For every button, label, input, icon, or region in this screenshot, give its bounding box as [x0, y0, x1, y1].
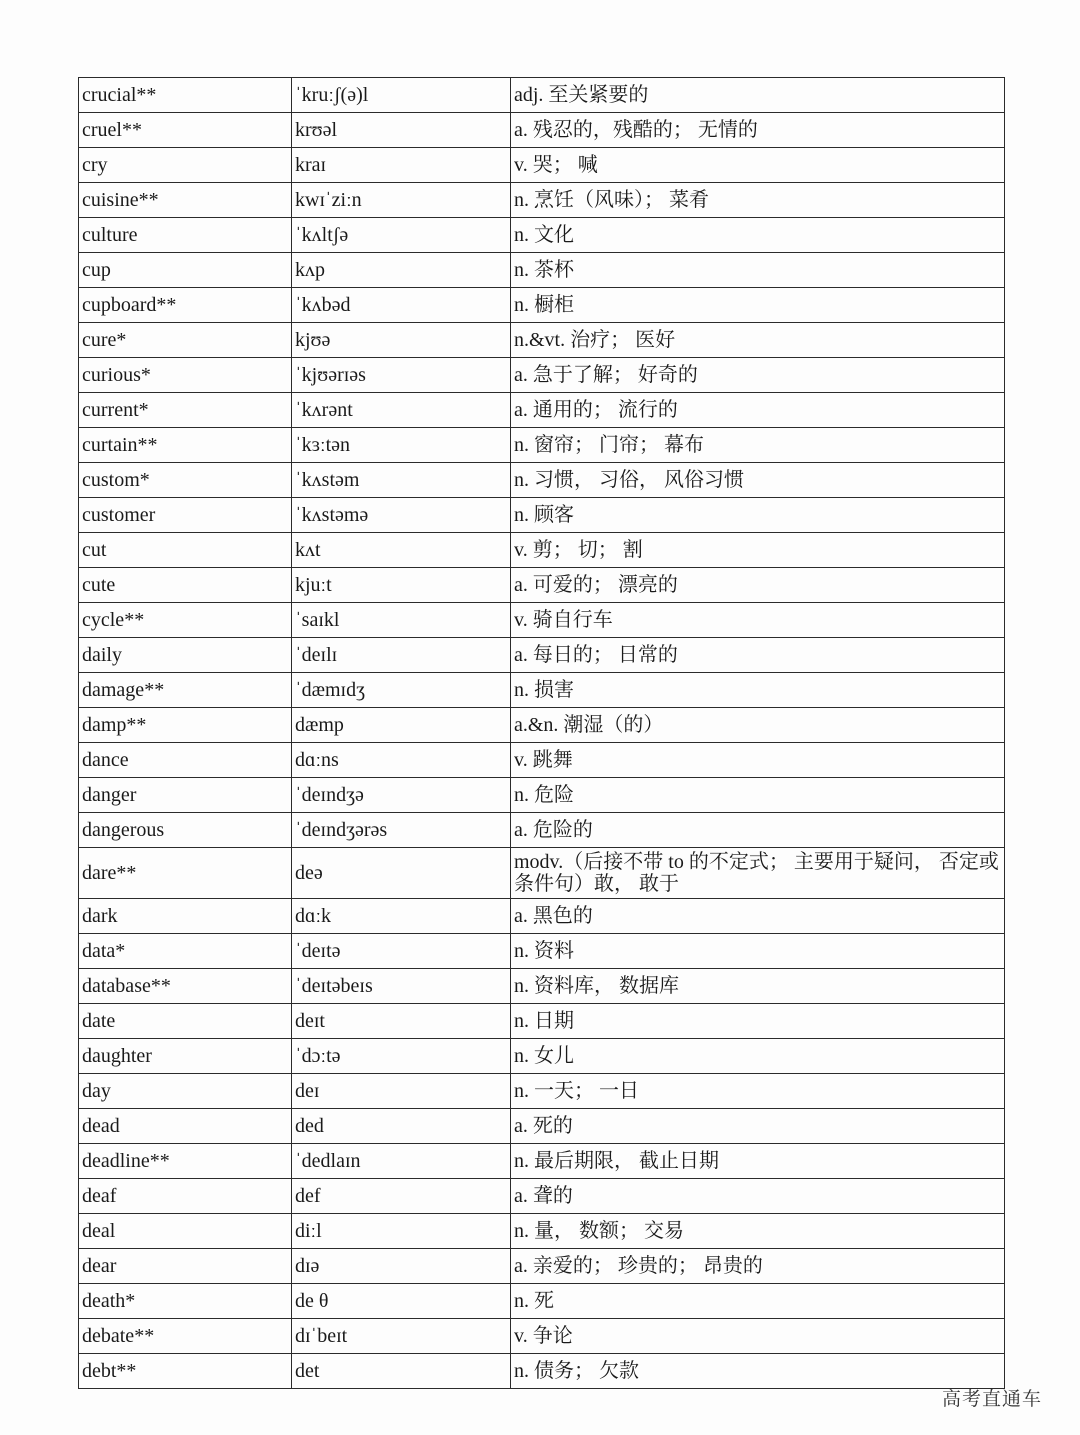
meaning-cell: modv.（后接不带 to 的不定式； 主要用于疑问， 否定或条件句）敢， 敢于: [511, 848, 1005, 899]
table-row: [79, 673, 1005, 708]
table-row: [79, 148, 1005, 183]
phonetic-cell: det: [292, 1354, 511, 1389]
word-cell: deaf: [79, 1179, 292, 1214]
phonetic-cell: deɪ: [292, 1074, 511, 1109]
phonetic-cell: ˈdeɪtə: [292, 934, 511, 969]
phonetic-cell: kʌt: [292, 533, 511, 568]
table-row: [79, 1109, 1005, 1144]
table-row: [79, 1284, 1005, 1319]
meaning-cell: n. 损害: [511, 673, 1005, 708]
word-cell: daily: [79, 638, 292, 673]
meaning-cell: a. 危险的: [511, 813, 1005, 848]
meaning-cell: n. 文化: [511, 218, 1005, 253]
meaning-cell: a.&n. 潮湿（的）: [511, 708, 1005, 743]
word-cell: culture: [79, 218, 292, 253]
meaning-cell: a. 急于了解； 好奇的: [511, 358, 1005, 393]
meaning-cell: v. 哭； 喊: [511, 148, 1005, 183]
meaning-cell: n. 债务； 欠款: [511, 1354, 1005, 1389]
table-row: [79, 323, 1005, 358]
meaning-cell: v. 争论: [511, 1319, 1005, 1354]
table-row: [79, 1319, 1005, 1354]
table-row: [79, 1249, 1005, 1284]
phonetic-cell: ˈkʌbəd: [292, 288, 511, 323]
table-row: [79, 183, 1005, 218]
word-cell: daughter: [79, 1039, 292, 1074]
phonetic-cell: dɑːk: [292, 899, 511, 934]
phonetic-cell: kraɪ: [292, 148, 511, 183]
phonetic-cell: ˈsaɪkl: [292, 603, 511, 638]
meaning-cell: n. 橱柜: [511, 288, 1005, 323]
word-cell: damage**: [79, 673, 292, 708]
meaning-cell: a. 死的: [511, 1109, 1005, 1144]
meaning-cell: n. 烹饪（风味）； 菜肴: [511, 183, 1005, 218]
table-row: [79, 498, 1005, 533]
table-row: [79, 1214, 1005, 1249]
table-row: [79, 638, 1005, 673]
phonetic-cell: ˈdɔːtə: [292, 1039, 511, 1074]
phonetic-cell: dɑːns: [292, 743, 511, 778]
meaning-cell: n. 顾客: [511, 498, 1005, 533]
meaning-cell: v. 跳舞: [511, 743, 1005, 778]
table-row: [79, 743, 1005, 778]
vocabulary-table-body: [79, 78, 1005, 1389]
phonetic-cell: deɪt: [292, 1004, 511, 1039]
meaning-cell: v. 剪； 切； 割: [511, 533, 1005, 568]
word-cell: cute: [79, 568, 292, 603]
meaning-cell: n. 女儿: [511, 1039, 1005, 1074]
word-cell: deadline**: [79, 1144, 292, 1179]
table-row: [79, 288, 1005, 323]
word-cell: curious*: [79, 358, 292, 393]
word-cell: crucial**: [79, 78, 292, 113]
word-cell: day: [79, 1074, 292, 1109]
phonetic-cell: ˈdeɪndʒərəs: [292, 813, 511, 848]
meaning-cell: a. 可爱的； 漂亮的: [511, 568, 1005, 603]
word-cell: debate**: [79, 1319, 292, 1354]
table-row: [79, 1039, 1005, 1074]
word-cell: data*: [79, 934, 292, 969]
word-cell: dear: [79, 1249, 292, 1284]
word-cell: current*: [79, 393, 292, 428]
word-cell: dare**: [79, 848, 292, 899]
table-row: [79, 934, 1005, 969]
table-row: [79, 1144, 1005, 1179]
phonetic-cell: ˈkʌstəm: [292, 463, 511, 498]
word-cell: customer: [79, 498, 292, 533]
phonetic-cell: ˈkjʊərɪəs: [292, 358, 511, 393]
table-row: [79, 113, 1005, 148]
word-cell: database**: [79, 969, 292, 1004]
phonetic-cell: def: [292, 1179, 511, 1214]
word-cell: custom*: [79, 463, 292, 498]
phonetic-cell: kjʊə: [292, 323, 511, 358]
phonetic-cell: dæmp: [292, 708, 511, 743]
meaning-cell: n. 最后期限， 截止日期: [511, 1144, 1005, 1179]
meaning-cell: a. 通用的； 流行的: [511, 393, 1005, 428]
word-cell: cry: [79, 148, 292, 183]
table-row: [79, 1354, 1005, 1389]
table-row: [79, 708, 1005, 743]
meaning-cell: v. 骑自行车: [511, 603, 1005, 638]
meaning-cell: n.&vt. 治疗； 医好: [511, 323, 1005, 358]
phonetic-cell: ˈdeɪndʒə: [292, 778, 511, 813]
table-row: [79, 393, 1005, 428]
meaning-cell: a. 黑色的: [511, 899, 1005, 934]
word-cell: cut: [79, 533, 292, 568]
word-cell: debt**: [79, 1354, 292, 1389]
word-cell: dance: [79, 743, 292, 778]
word-cell: cupboard**: [79, 288, 292, 323]
phonetic-cell: deə: [292, 848, 511, 899]
phonetic-cell: ded: [292, 1109, 511, 1144]
table-row: [79, 358, 1005, 393]
phonetic-cell: ˈkruːʃ(ə)l: [292, 78, 511, 113]
meaning-cell: n. 资料: [511, 934, 1005, 969]
phonetic-cell: dɪə: [292, 1249, 511, 1284]
word-cell: cuisine**: [79, 183, 292, 218]
table-row: [79, 533, 1005, 568]
table-row: [79, 778, 1005, 813]
table-row: [79, 813, 1005, 848]
meaning-cell: n. 习惯， 习俗， 风俗习惯: [511, 463, 1005, 498]
table-row: [79, 899, 1005, 934]
meaning-cell: a. 亲爱的； 珍贵的； 昂贵的: [511, 1249, 1005, 1284]
phonetic-cell: ˈkɜːtən: [292, 428, 511, 463]
phonetic-cell: krʊəl: [292, 113, 511, 148]
table-row: [79, 78, 1005, 113]
table-row: [79, 428, 1005, 463]
word-cell: cruel**: [79, 113, 292, 148]
phonetic-cell: ˈdæmɪdʒ: [292, 673, 511, 708]
table-row: [79, 848, 1005, 899]
table-row: [79, 463, 1005, 498]
table-row: [79, 253, 1005, 288]
phonetic-cell: ˈkʌstəmə: [292, 498, 511, 533]
word-cell: cure*: [79, 323, 292, 358]
word-cell: date: [79, 1004, 292, 1039]
meaning-cell: adj. 至关紧要的: [511, 78, 1005, 113]
phonetic-cell: ˈdeɪlɪ: [292, 638, 511, 673]
meaning-cell: n. 茶杯: [511, 253, 1005, 288]
table-row: [79, 603, 1005, 638]
word-cell: curtain**: [79, 428, 292, 463]
meaning-cell: n. 量， 数额； 交易: [511, 1214, 1005, 1249]
word-cell: cup: [79, 253, 292, 288]
phonetic-cell: diːl: [292, 1214, 511, 1249]
watermark-text: 高考直通车: [942, 1388, 1043, 1410]
meaning-cell: n. 危险: [511, 778, 1005, 813]
vocabulary-table: [78, 77, 1005, 1389]
table-row: [79, 1074, 1005, 1109]
phonetic-cell: ˈkʌrənt: [292, 393, 511, 428]
phonetic-cell: de θ: [292, 1284, 511, 1319]
word-cell: dangerous: [79, 813, 292, 848]
meaning-cell: n. 死: [511, 1284, 1005, 1319]
phonetic-cell: kwɪˈziːn: [292, 183, 511, 218]
table-row: [79, 218, 1005, 253]
table-row: [79, 568, 1005, 603]
meaning-cell: n. 一天； 一日: [511, 1074, 1005, 1109]
phonetic-cell: kjuːt: [292, 568, 511, 603]
meaning-cell: n. 窗帘； 门帘； 幕布: [511, 428, 1005, 463]
meaning-cell: a. 残忍的，残酷的； 无情的: [511, 113, 1005, 148]
phonetic-cell: ˈdeɪtəbeɪs: [292, 969, 511, 1004]
word-cell: cycle**: [79, 603, 292, 638]
word-cell: death*: [79, 1284, 292, 1319]
phonetic-cell: kʌp: [292, 253, 511, 288]
meaning-cell: a. 聋的: [511, 1179, 1005, 1214]
meaning-cell: n. 日期: [511, 1004, 1005, 1039]
phonetic-cell: ˈdedlaɪn: [292, 1144, 511, 1179]
word-cell: dark: [79, 899, 292, 934]
meaning-cell: n. 资料库， 数据库: [511, 969, 1005, 1004]
table-row: [79, 1004, 1005, 1039]
phonetic-cell: ˈkʌltʃə: [292, 218, 511, 253]
word-cell: deal: [79, 1214, 292, 1249]
table-row: [79, 969, 1005, 1004]
word-cell: dead: [79, 1109, 292, 1144]
phonetic-cell: dɪˈbeɪt: [292, 1319, 511, 1354]
table-row: [79, 1179, 1005, 1214]
word-cell: damp**: [79, 708, 292, 743]
word-cell: danger: [79, 778, 292, 813]
meaning-cell: a. 每日的； 日常的: [511, 638, 1005, 673]
